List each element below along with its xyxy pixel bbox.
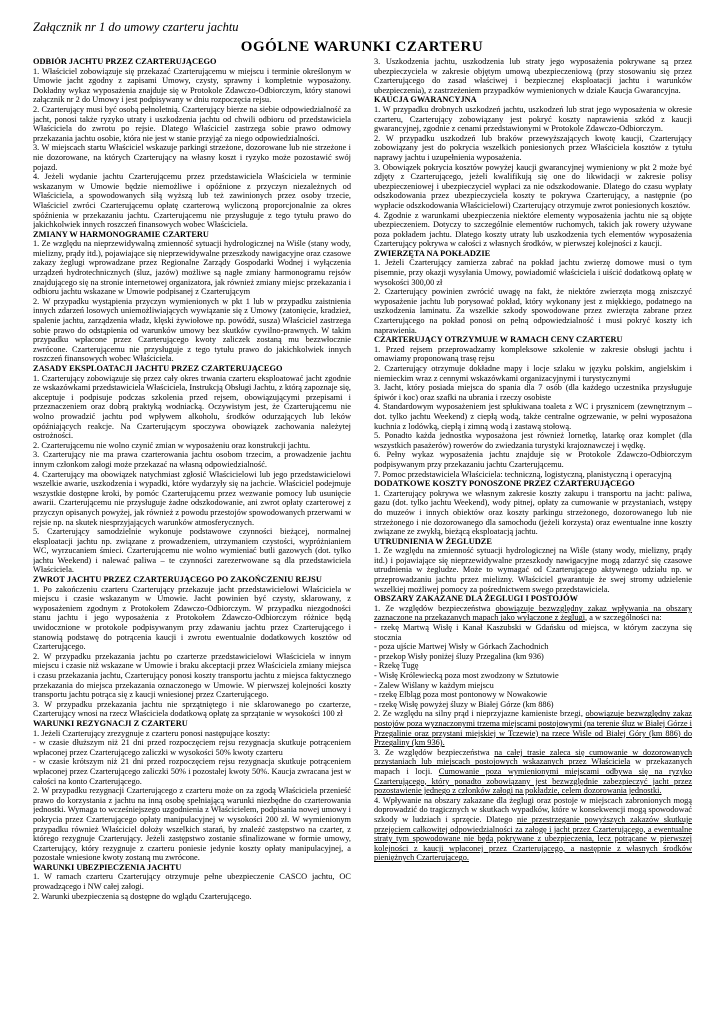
section-heading: ZMIANY W HARMONOGRAMIE CZARTERU xyxy=(33,229,209,239)
paragraph: 6. Pełny wykaz wyposażenia jachtu znajduje się w Protokole Zdawczo-Odbiorczym podpisywanym przy przekazaniu jachtu Czarterującemu. xyxy=(374,450,692,469)
underlined-text: na całej trasie zaleca się cumowanie w dozorowanych przystaniach lub miejscach postojowych wskazanych przez Właściciela xyxy=(374,747,692,767)
paragraph: 1. Po zakończeniu czarteru Czarterujący przekazuje jacht przedstawicielowi Właściciela w miejscu i czasie wskazanym w Umowie. Jacht powinien być czysty, sklarowany, z wyposażeniem zgodnym z Protokołem Zdawczo-Odbiorczym. W przypadku niezgodności stanu jachtu i jego wyposażenia z Protokołem Zdawczo-Odbiorczym różnice będą uwidocznione w protokole podpisywanym przy zdawaniu jachtu przez Czarterującego i stanowią podstawę do potrącenia kaucji i zwrotu ewentualnie dodatkowych kosztów od Czarterującego. xyxy=(33,584,351,652)
annex-label: Załącznik nr 1 do umowy czarteru jachtu xyxy=(33,20,239,34)
text-run: w przekazanych mapach i locji. xyxy=(374,757,692,776)
paragraph: 4. Czarterujący ma obowiązek natychmiast zgłosić Właścicielowi lub jego przedstawicielowi wszelkie awarie, uszkodzenia i wypadki, które wydarzyły się na jachcie. Właściciel podejmuje wszystkie dostępne kroki, by pomóc Czarterującemu przez wezwanie pomocy lub usunięcie awarii. Czarterującemu nie przysługuje żadne odszkodowanie, ani zwrot opłaty czarterowej z przyczyn opisanych powyżej, jak również z powodu przestojów spowodowanych przerwami w rejsie np. na skutek niesprzyjających warunków atmosferycznych. xyxy=(33,469,351,527)
underlined-text: Cumowanie poza wymienionymi miejscami odbywa się na ryzyko Czarterującego, który ponadto zobowiązany jest bezwzględnie zabezpieczyć jacht przez pozostawienie jednego z członków załogi na pokładzie, celem dozorowania jednostki. xyxy=(374,766,692,796)
section-heading: KAUCJA GWARANCYJNA xyxy=(374,95,477,105)
paragraph: 1. Właściciel zobowiązuje się przekazać Czarterującemu w miejscu i terminie określonym w Umowie jacht zgodny z zapisami Umowy, czysty, sprawny i kompletnie wyposażony. Dokładny wykaz wyposażenia znajduje się w Protokole Zdawczo-Odbiorczym, który stanowi załącznik nr 2 do Umowy i jest podpisywany w dniu rozpoczęcia rejsu. xyxy=(33,66,351,105)
paragraph: 3. W przypadku przekazania jachtu nie sprzątniętego i nie sklarowanego po czarterze, Czarterujący wnosi na rzecz Właściciela dodatkową opłatę za sprzątanie w wysokości 100 zł xyxy=(33,699,351,719)
text-run: , a w szczególności na: xyxy=(585,613,662,623)
underlined-text: obowiązuje bezwzględny zakaz wpływania na obszary zaznaczone na przekazanych mapach jako wyłączone z żeglugi xyxy=(374,603,692,623)
text-run: 1. Ze względów bezpieczeństwa xyxy=(374,603,496,613)
section-heading: CZARTERUJĄCY OTRZYMUJE W RAMACH CENY CZARTERU xyxy=(374,335,623,345)
paragraph xyxy=(374,604,692,623)
paragraph: 1. Ze względu na nieprzewidywalną zmienność sytuacji hydrologicznej na Wiśle (stany wody, mielizny, prądy itd.), pojawiające się nieprzewidywalne przeszkody nawigacyjne oraz czasowe zakazy żeglugi wprowadzane przez Regionalne Zarządy Gospodarki Wodnej i wyłączenia urządzeń hydrotechnicznych (śluz, jazów) możliwe są nagłe zmiany harmonogramu rejsów znajdującego się na stronie internetowej organizatora, jak również zmiany miejsc przekazania i odbioru jachtu wskazane w Umowie podpisanej z Czarterującym xyxy=(33,239,351,297)
paragraph: 1. Jeżeli Czarterujący zamierza zabrać na pokład jachtu zwierzę domowe musi o tym pisemnie, przy okazji wysyłania Umowy, powiadomić właściciela i uiścić dodatkową opłatę w wysokości 300,00 zł xyxy=(374,258,692,287)
section-heading: ZWIERZĘTA NA POKŁADZIE xyxy=(374,248,491,258)
paragraph: 3. Jacht, który posiada miejsca do spania dla 7 osób (dla każdego uczestnika przysługuje śpiwór i koc) oraz szafki na ubrania i rzeczy osobiste xyxy=(374,383,692,402)
paragraph xyxy=(374,748,692,796)
list-item: - rzekę Martwą Wisłę i Kanał Kaszubski w Gdańsku od miejsca, w którym zaczyna się stocznia xyxy=(374,623,692,642)
paragraph: 2. Czarterujący otrzymuje dokładne mapy i locje szlaku w języku polskim, angielskim i niemieckim wraz z cennymi wskazówkami organizacyjnymi i turystycznymi xyxy=(374,364,692,383)
left-column xyxy=(33,57,351,1022)
paragraph: 2. W przypadku wystąpienia przyczyn wymienionych w pkt 1 lub w przypadku zaistnienia innych zdarzeń losowych uniemożliwiających wywiązanie się z Umowy (zatonięcie, kradzież, spalenie jachtu, zarządzenia władz, klęski żywiołowe np. powódź, susza) Właściciel zastrzega sobie prawo do odstąpienia od warunków umowy bez skutków cywilno-prawnych. W takim przypadku wpłacone przez Czarterującego kwoty zaliczek zostaną mu bezzwłocznie zwrócone. Czarterującemu nie przysługuje z tego tytułu prawo do jakichkolwiek innych roszczeń finansowych wobec Właściciela. xyxy=(33,296,351,364)
section-heading: WARUNKI UBEZPIECZENIA JACHTU xyxy=(33,862,182,872)
section-heading: ZASADY EKSPLOATACJI JACHTU PRZEZ CZARTERUJĄCEGO xyxy=(33,364,283,373)
paragraph: 1. Czarterujący zobowiązuje się przez cały okres trwania czarteru eksploatować jacht zgodnie ze wskazówkami przedstawiciela Właściciela, Instrukcją Obsługi Jachtu, z którą zapoznaje się, akceptuje i podpisuje podczas szkolenia przed rejsem, obowiązującymi przepisami i przeznaczeniem oraz dobrą praktyką wodniacką. Oczywistym jest, że Czarterującemu nie wolno prowadzić jachtu pod wpływem alkoholu, środków odurzających lub leków opóźniających reakcje. Na Czarterującym spoczywa obowiązek zachowania należytej ostrożności. xyxy=(33,373,351,441)
document-title: OGÓLNE WARUNKI CZARTERU xyxy=(240,39,484,55)
paragraph: 1. W przypadku drobnych uszkodzeń jachtu, uszkodzeń lub strat jego wyposażenia w okresie czarteru, Czarterujący zobowiązany jest pokryć koszty naprawienia szkód z kaucji gwarancyjnej, zgodnie z cenami przedstawionymi w Protokole Zdawczo-Odbiorczym. xyxy=(374,104,692,134)
paragraph: 3. Obowiązek pokrycia kosztów powyżej kaucji gwarancyjnej wymieniony w pkt 2 może być zdjęty z Czarterującego, jeżeli kwalifikują się one do likwidacji w zakresie polisy ubezpieczeniowej i ubezpieczyciel wypłaci za nie odszkodowanie. Dlatego do czasu wypłaty odszkodowania przez ubezpieczyciela koszty te pokrywa Czarterujący, a następnie (po wypłacie odszkodowania Właścicielowi) Czarterujący otrzymuje zwrot poniesionych kosztów. xyxy=(374,162,692,210)
paragraph: 2. Czarterujący musi być osobą pełnoletnią. Czarterujący bierze na siebie odpowiedzialność za jacht, ponosi także ryzyko utraty i uszkodzenia jachtu od chwili odbioru od przedstawiciela Właściciela do zwrotu po rejsie. Dlatego Właściciel zastrzega sobie prawo odmowy przekazania jachtu osobie, która nie jest w stanie przyjąć za niego odpowiedzialności. xyxy=(33,104,351,143)
section-heading: UTRUDNIENIA W ŻEGLUDZE xyxy=(374,536,492,546)
list-item: - Rzekę Tugę xyxy=(374,661,419,671)
paragraph: 2. Czarterujący powinien zwrócić uwagę na fakt, że niektóre zwierzęta mogą zniszczyć wyposażenie jachtu lub porysować pokład, który wykonany jest z miękkiego, podatnego na uszkodzenia laminatu. Za wszelkie szkody spowodowane przez zwierzęta zabrane przez Czarterującego na pokład ponosi on pełną odpowiedzialność i musi pokryć koszty ich naprawienia. xyxy=(374,287,692,335)
right-column xyxy=(374,57,692,1022)
paragraph: 2. Czarterującemu nie wolno czynić zmian w wyposażeniu oraz konstrukcji jachtu. xyxy=(33,440,311,450)
text-run: 2. Ze względu na silny prąd i nieprzyjazne kamieniste brzegi, xyxy=(374,709,586,719)
paragraph: 4. Zgodnie z warunkami ubezpieczenia niektóre elementy wyposażenia jachtu nie są objęte ubezpieczeniem. Dotyczy to szczególnie elementów ruchomych, takich jak rowery używane poza pokładem jachtu. Dlatego koszty utraty lub uszkodzenia tych elementów wyposażenia Czarterujący pokrywa w całości z własnych środków, w pierwszej kolejności z kaucji. xyxy=(374,210,692,249)
paragraph: 1. W ramach czarteru Czarterujący otrzymuje pełne ubezpieczenie CASCO jachtu, OC prowadzącego i NW całej załogi. xyxy=(33,872,351,892)
section-heading: ZWROT JACHTU PRZEZ CZARTERUJĄCEGO PO ZAKOŃCZENIU REJSU xyxy=(33,575,322,585)
text-run: 3. Ze względów bezpieczeństwa xyxy=(374,747,495,757)
paragraph: 2. Warunki ubezpieczenia są dostępne do wglądu Czarterującego. xyxy=(33,891,252,901)
paragraph: 5. Czarterujący samodzielnie wykonuje podstawowe czynności bieżącej, normalnej eksploatacji jachtu np. związane z prowadzeniem, utrzymaniem czystości, wypróżnianiem WC, wyrzucaniem śmieci. Czarterującemu nie wolno wymieniać butli gazowych (dot. tylko jachtu Weekend) i nalewać paliwa – te czynności zarezerwowane są dla przedstawiciela Właściciela. xyxy=(33,527,351,575)
paragraph: 7. Pomoc przedstawiciela Właściciela: techniczną, logistyczną, planistyczną i operacyjną xyxy=(374,469,672,479)
paragraph: - w czasie krótszym niż 21 dni przed rozpoczęciem rejsu rezygnacja skutkuje potrąceniem wpłaconej przez Czarterującego zaliczki 50% i pozostałej kwoty 50%. Kaucja zwracana jest w całości na konto Czarterującego. xyxy=(33,757,351,786)
paragraph: 4. Standardowym wyposażeniem jest spłukiwana toaleta z WC i prysznicem (zewnętrznym – dot. tylko jachtu Weekend) z ciepłą wodą, także centralne ogrzewanie, w pełni wyposażona kuchnia z lodówką, ciepłą i zimną wodą i zastawą stołową. xyxy=(374,402,692,431)
underlined-text: nie przestrzeganie powyższych zakazów skutkuje przejęciem całkowitej odpowiedzialności za załogę i jacht przez Czarterującego, a ewentualne straty tym spowodowane nie będą pokrywane z ubezpieczenia, lecz potrącane w pierwszej kolejności z kaucji wpłaconej przez Czarterującego, a następnie z własnych środków pieniężnych Czarterującego. xyxy=(374,814,692,863)
paragraph: - w czasie dłuższym niż 21 dni przed rozpoczęciem rejsu rezygnacja skutkuje potrąceniem wpłaconej przez Czarterującego zaliczki w wysokości 50% kwoty czarteru xyxy=(33,738,351,757)
paragraph: 3. W miejscach startu Właściciel wskazuje parkingi strzeżone, dozorowane lub nie strzeżone i nie dozorowane, na których Czarterujący na własny koszt i ryzyko może pozostawić swój pojazd. xyxy=(33,143,351,172)
paragraph: 5. Ponadto każda jednostka wyposażona jest również lornetkę, latarkę oraz komplet (dla wszystkich pasażerów) rowerów do zwiedzania turystyki krajoznawczej i wędkę. xyxy=(374,431,692,450)
paragraph: 1. Czarterujący pokrywa we własnym zakresie koszty zakupu i transportu na jacht: paliwa, gazu (dot. tylko jachtu Weekend), wody pitnej, opłaty za cumowanie w przystaniach, wstępy do muzeów i innych obiektów oraz koszty parkingu strzeżonego, dozorowanego lub nie strzeżonego i nie dozorowanego dla samochodu (jeżeli korzysta) oraz ewentualne inne koszty związane ze zwykłą, bieżącą eksploatacją jachtu. xyxy=(374,488,692,537)
paragraph: 3. Uszkodzenia jachtu, uszkodzenia lub straty jego wyposażenia pokrywane są przez ubezpieczyciela w zakresie objętym umową ubezpieczeniową (przy stosowaniu się przez Czarterującego do zasad właściwej i bezpiecznej eksploatacji jachtu i warunków ubezpieczenia), z zastrzeżeniem przypadków wymienionych w dziale Kaucja Gwarancyjna. xyxy=(374,57,692,95)
section-heading: ODBIÓR JACHTU PRZEZ CZARTERUJĄCEGO xyxy=(33,57,217,66)
paragraph: 2. W przypadku uszkodzeń lub braków przewyższających kwotę kaucji, Czarterujący zobowiązany jest do pokrycia wszelkich poniesionych przez Właściciela kosztów z tytułu naprawy jachtu i uzupełnienia wyposażenia. xyxy=(374,133,692,162)
paragraph: 2. W przypadku przekazania jachtu po czarterze przedstawicielowi Właściciela w innym miejscu i czasie niż wskazane w Umowie i braku akceptacji przez Właściciela zmiany miejsca i czasu przekazania jachtu, Czarterujący ponosi koszty transportu jachtu z miejsca faktycznego przekazania do miejsca przekazania oznaczonego w Umowie. W pierwszej kolejności koszty transportu jachtu potrąca się z kaucji wniesionej przez Czarterującego. xyxy=(33,651,351,700)
section-heading: WARUNKI REZYGNACJI Z CZARTERU xyxy=(33,718,188,728)
paragraph: 1. Przed rejsem przeprowadzamy kompleksowe szkolenie w zakresie obsługi jachtu i omawiamy proponowaną trasę rejsu xyxy=(374,344,692,364)
list-item: - rzekę Wisłę powyżej śluzy w Białej Górze (km 886) xyxy=(374,699,554,709)
section-heading: OBSZARY ZAKAZANE DLA ŻEGLUGI I POSTOJÓW xyxy=(374,594,578,604)
underlined-text: obowiązuje bezwzględny zakaz postojów poza wyznaczonymi trzema miejscami postojowymi (na terenie śluz w Białej Górze i Przegalinie oraz przystani miejskiej w Tczewie) na rzece Wiśle od Białej Góry (km 886) do Przegaliny (km 936). xyxy=(374,709,692,748)
paragraph xyxy=(374,709,692,747)
text-run: 4. Wpływanie na obszary zakazane dla żeglugi oraz postoje w miejscach zabronionych mogą doprowadzić do tragicznych w skutkach wypadków, które w konsekwencji mogą spowodować szkody w ludziach i sprzęcie. Dlatego xyxy=(374,795,692,824)
list-item: - rzekę Elbląg poza most pontonowy w Nowakowie xyxy=(374,690,548,700)
list-item: - Zalew Wiślany w każdym miejscu xyxy=(374,680,494,690)
paragraph xyxy=(374,796,692,863)
section-heading: DODATKOWE KOSZTY PONOSZONE PRZEZ CZARTERUJĄCEGO xyxy=(374,479,635,489)
paragraph: 2. W przypadku rezygnacji Czarterującego z czarteru może on za zgodą Właściciela przenieść prawo do korzystania z jachtu na inną osobę spełniającą warunki niezbędne do czarterowania jednostki. Wymaga to wcześniejszego uzgodnienia z Właścicielem, podpisania nowej umowy i pokrycia przez Czarterującego opłaty manipulacyjnej w wysokości 200 zł. W wymienionym przypadku również Właściciel dołoży wszelkich starań, by znaleźć zastępstwo na czarter, z którego rezygnuje Czarterujący. Jeżeli zastępstwo zostanie sfinalizowane w formie umowy, Czarterujący, który rezygnuje z czarteru poniesie jedynie koszty opłaty manipulacyjnej, a pozostałe wniesione kwoty zostaną mu zwrócone. xyxy=(33,786,351,863)
paragraph: 4. Jeżeli wydanie jachtu Czarterującemu przez przedstawiciela Właściciela w terminie wskazanym w Umowie będzie niemożliwe i opóźnione z przyczyn niezależnych od Właściciela, a spowodowanych siłą wyższą lub też zawinionych przez osoby trzecie, Właściciel zwróci Czarterującemu opłatę czarterową wyliczoną proporcjonalnie za okres spóźnienia w przekazaniu jachtu. Czarterującemu nie przysługuje z tego tytułu prawo do jakichkolwiek innych roszczeń finansowych wobec Właściciela. xyxy=(33,172,351,230)
list-item: - poza ujście Martwej Wisły w Górkach Zachodnich xyxy=(374,642,549,652)
paragraph: 1. Jeżeli Czarterujący zrezygnuje z czarteru ponosi następujące koszty: xyxy=(33,728,270,738)
list-item: - Wisłę Królewiecką poza most zwodzony w Sztutowie xyxy=(374,671,559,680)
paragraph: 3. Czarterujący nie ma prawa czarterowania jachtu osobom trzecim, a prowadzenie jachtu innym członkom załogi może przekazać na własną odpowiedzialność. xyxy=(33,450,351,469)
list-item: - przekop Wisły poniżej śluzy Przegalina (km 936) xyxy=(374,651,544,661)
paragraph: 1. Ze względu na zmienność sytuacji hydrologicznej na Wiśle (stany wody, mielizny, prądy itd.) i pojawiające się nieprzewidywalne przeszkody nawigacyjne mogą zdarzyć się czasowe utrudnienia w żegludze. Może to wymagać od Czarterującego aktywnego udziału np. w przeprowadzaniu jachtu przez mielizny. Właściciel gwarantuje że swej stromy udzielenie wszelkiej możliwej pomocy za pośrednictwem swego przedstawiciela. xyxy=(374,546,692,594)
